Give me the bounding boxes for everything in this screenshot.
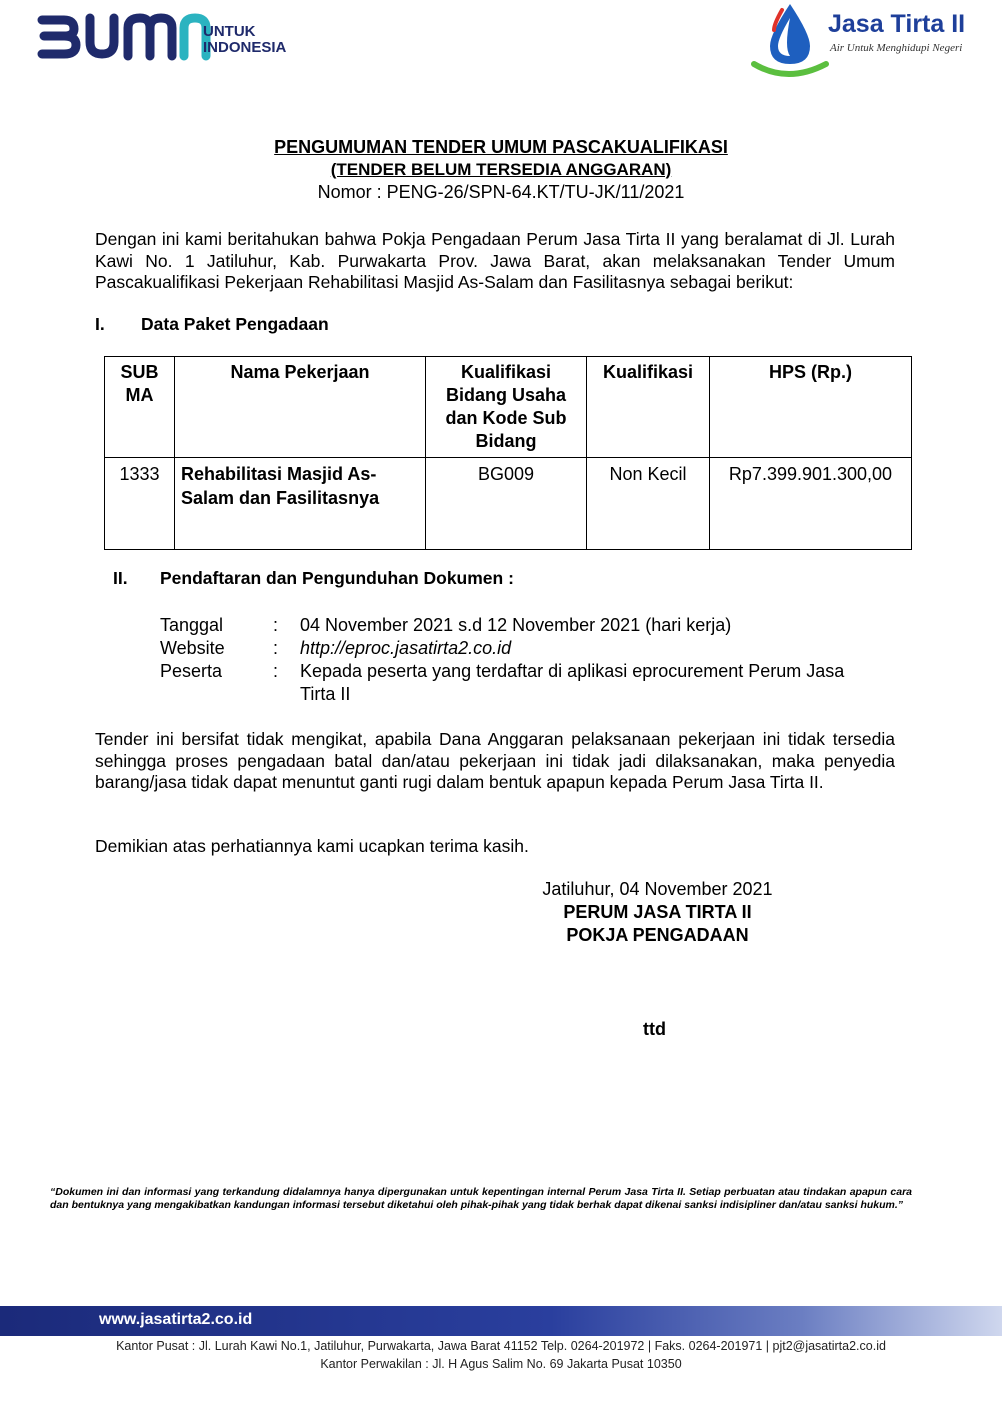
info-value-peserta: Kepada peserta yang terdaftar di aplikasi eprocurement Perum Jasa Tirta II [300, 661, 845, 704]
document-subtitle: (TENDER BELUM TERSEDIA ANGGARAN) [330, 160, 672, 179]
header-nama-pekerjaan: Nama Pekerjaan [175, 357, 426, 458]
cell-kode-sub-bidang: BG009 [426, 458, 587, 550]
info-colon: : [273, 638, 279, 658]
jasa-tirta-name: Jasa Tirta II [828, 10, 966, 38]
note-paragraph: Tender ini bersifat tidak mengikat, apabila Dana Anggaran pelaksanaan pekerjaan ini tidak tersedia sehingga proses pengadaan batal dan/atau pekerjaan ini tidak jadi dilaksanakan, maka penyedia barang/jasa tidak dapat menuntut ganti rugi dalam bentuk apapun kepada Perum Jasa Tirta II. [95, 729, 895, 792]
header-sub-ma: SUB MA [105, 357, 175, 458]
signature-place-date: Jatiluhur, 04 November 2021 [542, 879, 773, 899]
bumn-tagline-line2: INDONESIA [203, 39, 287, 56]
info-label-peserta: Peserta [160, 661, 223, 681]
info-colon: : [273, 661, 279, 681]
info-colon: : [273, 615, 279, 635]
footer-rep-office: Kantor Perwakilan : Jl. H Agus Salim No. 69 Jakarta Pusat 10350 [320, 1357, 682, 1371]
website-link[interactable]: http://eproc.jasatirta2.co.id [300, 638, 512, 658]
jasa-tirta-tagline: Air Untuk Menghidupi Negeri [830, 42, 963, 54]
section1-number: I. [95, 314, 105, 334]
info-label-website: Website [160, 638, 225, 658]
signature-org: PERUM JASA TIRTA II [563, 902, 752, 922]
document-number: Nomor : PENG-26/SPN-64.KT/TU-JK/11/2021 [317, 182, 685, 202]
document-title: PENGUMUMAN TENDER UMUM PASCAKUALIFIKASI [274, 137, 728, 157]
signature-unit: POKJA PENGADAAN [566, 925, 749, 945]
bumn-tagline-line1: UNTUK [203, 23, 256, 40]
signature-ttd: ttd [643, 1019, 666, 1039]
info-label-tanggal: Tanggal [160, 615, 224, 635]
table-header-row [105, 357, 912, 458]
closing-paragraph: Demikian atas perhatiannya kami ucapkan terima kasih. [95, 836, 529, 856]
cell-sub-ma: 1333 [105, 458, 175, 550]
section2-number: II. [113, 568, 128, 588]
intro-paragraph: Dengan ini kami beritahukan bahwa Pokja Pengadaan Perum Jasa Tirta II yang beralamat di Jl. Lurah Kawi No. 1 Jatiluhur, Kab. Purwakarta Prov. Jawa Barat, akan melaksanakan Tender Umum Pascakualifikasi Pekerjaan Rehabilitasi Masjid As-Salam dan Fasilitasnya sebagai berikut: [95, 229, 895, 292]
header-kualifikasi-bidang: Kualifikasi Bidang Usaha dan Kode Sub Bidang [426, 357, 587, 458]
cell-nama-pekerjaan: Rehabilitasi Masjid As-Salam dan Fasilitasnya [175, 458, 426, 550]
disclaimer: “Dokumen ini dan informasi yang terkandung didalamnya hanya dipergunakan untuk kepentingan internal Perum Jasa Tirta II. Setiap perbuatan atau tindakan apapun cara dan bentuknya yang mengakibatkan kandungan informasi tersebut diketahui oleh pihak-pihak yang tidak berhak dapat dikenai sanksi indisipliner dan/atau sanksi hukum.” [50, 1186, 912, 1211]
footer-head-office: Kantor Pusat : Jl. Lurah Kawi No.1, Jatiluhur, Purwakarta, Jawa Barat 41152 Telp. 0264-201972 | Faks. 0264-201971 | pjt2@jasatirta2.co.id [116, 1339, 886, 1353]
footer-website-link[interactable]: www.jasatirta2.co.id [99, 1311, 253, 1328]
info-value-tanggal: 04 November 2021 s.d 12 November 2021 (hari kerja) [300, 615, 732, 635]
cell-kualifikasi: Non Kecil [587, 458, 710, 550]
header-hps: HPS (Rp.) [710, 357, 912, 458]
section1-title: Data Paket Pengadaan [141, 314, 329, 334]
cell-hps: Rp7.399.901.300,00 [710, 458, 912, 550]
header-kualifikasi: Kualifikasi [587, 357, 710, 458]
bumn-tagline [203, 24, 286, 56]
section2-title: Pendaftaran dan Pengunduhan Dokumen : [160, 568, 514, 588]
table-row [105, 458, 912, 550]
package-table [104, 356, 912, 550]
